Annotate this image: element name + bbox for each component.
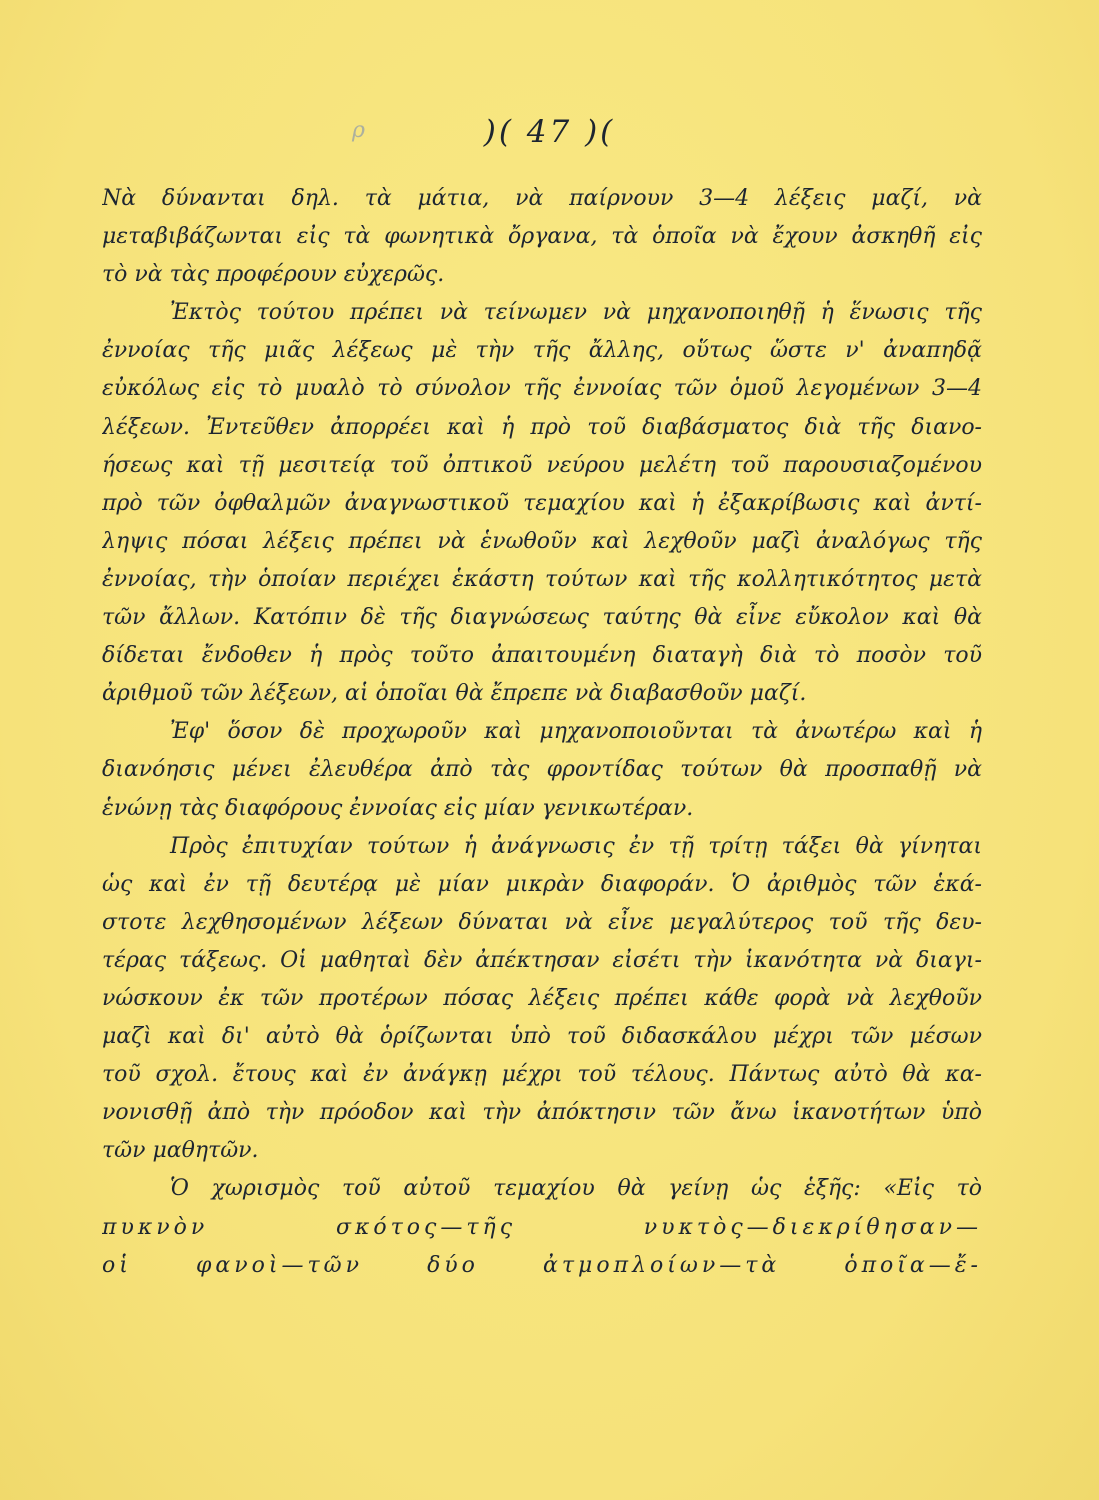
text-line: Πρὸς ἐπιτυχίαν τούτων ἡ ἀνάγνωσις ἐν τῇ τρίτῃ τάξει θὰ γίνηται [170,833,982,859]
body-text [102,180,982,1285]
text-line: ὡς καὶ ἐν τῇ δευτέρᾳ μὲ μίαν μικρὰν διαφοράν. Ὁ ἀριθμὸς τῶν ἑκά- [102,871,982,897]
text-line: στοτε λεχθησομένων λέξεων δύναται νὰ εἶνε μεγαλύτερος τοῦ τῆς δευ- [102,909,982,935]
text-line: οἱ φανοὶ—τῶν δύο ἀτμοπλοίων—τὰ ὁποῖα—ἔ- [102,1252,982,1278]
ink-smudge: ρ [352,118,365,143]
text-line: Ἐκτὸς τούτου πρέπει νὰ τείνωμεν νὰ μηχανοποιηθῇ ἡ ἕνωσις τῆς [170,300,982,326]
page-number: )( 47 )( [483,114,616,150]
text-line: νώσκουν ἐκ τῶν προτέρων πόσας λέξεις πρέπει κάθε φορὰ νὰ λεχθοῦν [102,985,982,1011]
text-line: ἐννοίας τῆς μιᾶς λέξεως μὲ τὴν τῆς ἄλλης, οὕτως ὥστε ν' ἀναπηδᾷ [102,338,982,364]
text-line: τῶν μαθητῶν. [102,1138,259,1164]
text-line: ήσεως καὶ τῇ μεσιτείᾳ τοῦ ὀπτικοῦ νεύρου μελέτη τοῦ παρουσιαζομένου [102,452,982,478]
text-line: τῶν ἄλλων. Κατόπιν δὲ τῆς διαγνώσεως ταύτης θὰ εἶνε εὔκολον καὶ θὰ [102,605,982,631]
text-line: νονισθῇ ἀπὸ τὴν πρόοδον καὶ τὴν ἀπόκτησιν τῶν ἄνω ἱκανοτήτων ὑπὸ [102,1100,982,1126]
text-line: διανόησις μένει ἐλευθέρα ἀπὸ τὰς φροντίδας τούτων θὰ προσπαθῇ νὰ [102,757,982,783]
text-line: πρὸ τῶν ὀφθαλμῶν ἀναγνωστικοῦ τεμαχίου καὶ ἡ ἐξακρίβωσις καὶ ἀντί- [102,490,982,516]
text-line: Νὰ δύνανται δηλ. τὰ μάτια, νὰ παίρνουν 3—4 λέξεις μαζί, νὰ [102,186,982,211]
text-line: μεταβιβάζωνται εἰς τὰ φωνητικὰ ὄργανα, τὰ ὁποῖα νὰ ἔχουν ἀσκηθῆ εἰς [102,224,982,250]
text-line: πυκνὸν σκότος—τῆς νυκτὸς—διεκρίθησαν— [102,1214,982,1240]
text-line: ἑνώνῃ τὰς διαφόρους ἐννοίας εἰς μίαν γενικωτέραν. [102,795,694,821]
text-line: ληψις πόσαι λέξεις πρέπει νὰ ἑνωθοῦν καὶ λεχθοῦν μαζὶ ἀναλόγως τῆς [102,528,982,554]
text-line: τέρας τάξεως. Οἱ μαθηταὶ δὲν ἀπέκτησαν εἰσέτι τὴν ἱκανότητα νὰ διαγι- [102,947,982,973]
text-line: Ὁ χωρισμὸς τοῦ αὐτοῦ τεμαχίου θὰ γείνῃ ὡς ἑξῆς: «Εἰς τὸ [170,1176,982,1202]
text-line: εὐκόλως εἰς τὸ μυαλὸ τὸ σύνολον τῆς ἐννοίας τῶν ὁμοῦ λεγομένων 3—4 [102,376,982,402]
text-line: Ἐφ' ὅσον δὲ προχωροῦν καὶ μηχανοποιοῦνται τὰ ἀνωτέρω καὶ ἡ [170,719,982,745]
text-line: ἀριθμοῦ τῶν λέξεων, αἱ ὁποῖαι θὰ ἔπρεπε νὰ διαβασθοῦν μαζί. [102,681,807,707]
text-line: τοῦ σχολ. ἔτους καὶ ἐν ἀνάγκῃ μέχρι τοῦ τέλους. Πάντως αὐτὸ θὰ κα- [102,1062,982,1088]
text-line: ἐννοίας, τὴν ὁποίαν περιέχει ἑκάστη τούτων καὶ τῆς κολλητικότητος μετὰ [102,566,982,592]
text-line: μαζὶ καὶ δι' αὐτὸ θὰ ὁρίζωνται ὑπὸ τοῦ διδασκάλου μέχρι τῶν μέσων [102,1024,982,1050]
text-line: τὸ νὰ τὰς προφέρουν εὐχερῶς. [102,262,445,288]
text-line: λέξεων. Ἐντεῦθεν ἀπορρέει καὶ ἡ πρὸ τοῦ διαβάσματος διὰ τῆς διανο- [102,414,982,440]
text-line: δίδεται ἔνδοθεν ἡ πρὸς τοῦτο ἀπαιτουμένη διαταγὴ διὰ τὸ ποσὸν τοῦ [102,643,982,669]
